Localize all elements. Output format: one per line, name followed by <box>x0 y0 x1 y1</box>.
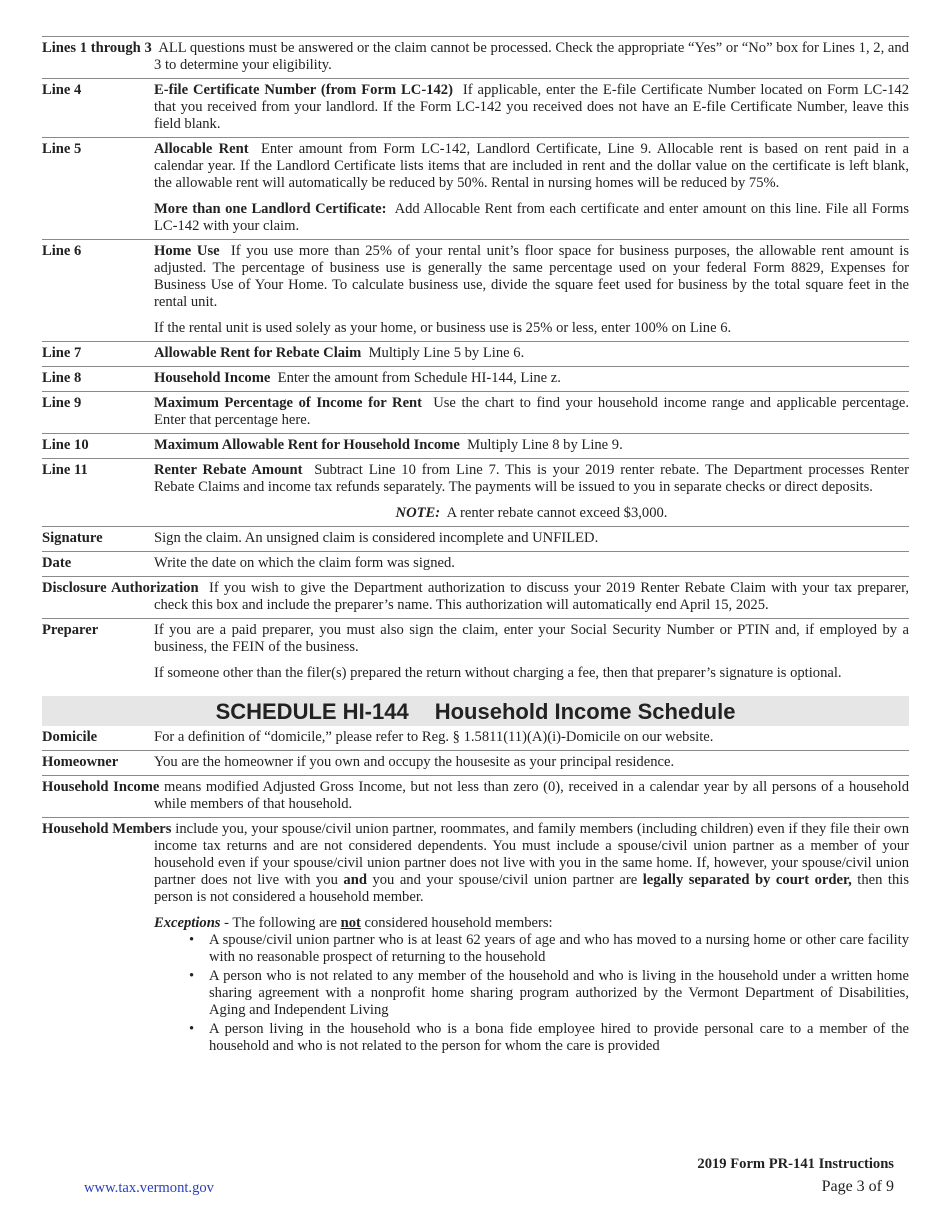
row-title: Renter Rebate Amount <box>154 462 303 478</box>
row-text: ALL questions must be answered or the claim cannot be processed. Check the appropriate “Yes” or “No” box for Lines 1, 2, and 3 to determine your eligibility. <box>154 40 909 73</box>
section-line-4 <box>42 78 909 137</box>
row-title: Home Use <box>154 243 220 259</box>
note <box>154 505 909 522</box>
section-signature <box>42 526 909 551</box>
schedule-subtitle: Household Income Schedule <box>434 699 736 724</box>
row-text-2: If the rental unit is used solely as your home, or business use is 25% or less, enter 100% on Line 6. <box>154 320 732 336</box>
row-label: Disclosure Authorization <box>42 580 199 596</box>
note-text: A renter rebate cannot exceed $3,000. <box>446 505 668 521</box>
schedule-title: SCHEDULE HI-144 <box>215 699 409 724</box>
section-date <box>42 551 909 576</box>
website-link[interactable]: www.tax.vermont.gov <box>84 1180 214 1196</box>
row-text: include you, your spouse/civil union partner, roommates, and family members (including children) even if they file their own income tax returns and are not considered dependents. You must include a spouse/civil union partner as a member of your household even if your spouse/civil union partner does not live with you in the same home. If, however, your spouse/civil union partner does not live with you <box>154 821 909 888</box>
row-text: If you are a paid preparer, you must also sign the claim, enter your Social Security Number or PTIN and, if employed by a business, the FEIN of the business. <box>154 622 909 655</box>
row-label: Domicile <box>42 729 98 745</box>
row-label: Line 11 <box>42 462 88 478</box>
exceptions-text-b: considered household members: <box>364 915 553 931</box>
row-text: If applicable, enter the E-file Certificate Number located on Form LC-142 that you received from your landlord. If the Form LC-142 you received does not have an E-file Certificate Number, leave this field blank. <box>154 82 909 132</box>
row-text: Use the chart to find your household income range and applicable percentage. Enter that percentage here. <box>154 395 909 428</box>
list-item: • A person living in the household who is a bona fide employee hired to provide personal care to a member of the household and who is not related to the person for whom the care is provided <box>189 1021 909 1055</box>
not-word: not <box>340 915 361 931</box>
row-text: If you wish to give the Department authorization to discuss your 2019 Renter Rebate Claim with your tax preparer, check this box and include the preparer’s name. This authorization will automatically end April 15, 2025. <box>154 580 909 613</box>
list-item: • A person who is not related to any member of the household and who is living in the household under a written home sharing agreement with a nonprofit home sharing program authorized by the Vermont Department of Disabilities, Aging and Independent Living <box>189 968 909 1019</box>
row-title: Maximum Allowable Rent for Household Income <box>154 437 460 453</box>
row-text: Sign the claim. An unsigned claim is considered incomplete and UNFILED. <box>154 530 599 546</box>
row-label: Preparer <box>42 622 99 638</box>
row-title: E-file Certificate Number (from Form LC-142) <box>154 82 453 98</box>
section-line-5 <box>42 137 909 239</box>
row-text: If you use more than 25% of your rental unit’s floor space for business purposes, the allowable rent amount is adjusted. The percentage of business use is generally the same percentage used on your federal Form 8829, Expenses for Business Use of Your Home. To calculate business use, divide the square feet used for business by the total square feet in the rental unit. <box>154 243 910 310</box>
section-line-9 <box>42 391 909 433</box>
section-line-10 <box>42 433 909 458</box>
exceptions-text: - The following are <box>224 915 337 931</box>
section-disclosure <box>42 576 909 618</box>
note-label: NOTE: <box>395 505 441 521</box>
exceptions-list <box>189 932 909 1055</box>
row-label: Household Income <box>42 779 160 795</box>
row-label: Line 8 <box>42 370 82 386</box>
row-title: Allocable Rent <box>154 141 249 157</box>
row-title: Allowable Rent for Rebate Claim <box>154 345 362 361</box>
row-text: means modified Adjusted Gross Income, but not less than zero (0), received in a calendar year by all persons of a household while members of that household. <box>154 779 910 812</box>
row-label: Line 5 <box>42 141 82 157</box>
section-domicile <box>42 726 909 750</box>
row-label: Lines 1 through 3 <box>42 40 152 56</box>
list-item: • A spouse/civil union partner who is at least 62 years of age and who has moved to a nursing home or other care facility with no reasonable prospect of returning to the household <box>189 932 909 966</box>
row-label: Line 9 <box>42 395 82 411</box>
row-text-2: Add Allocable Rent from each certificate and enter amount on this line. File all Forms LC-142 with your claim. <box>154 201 910 234</box>
legal-separation: legally separated by court order, <box>642 872 852 888</box>
row-label: Homeowner <box>42 754 119 770</box>
row-label: Line 10 <box>42 437 89 453</box>
row-label: Line 6 <box>42 243 82 259</box>
section-line-11 <box>42 458 909 526</box>
row-label: Household Members <box>42 821 172 837</box>
section-lines-1-3 <box>42 36 909 78</box>
footer-form-title: 2019 Form PR-141 Instructions <box>697 1156 894 1172</box>
row-text: Enter the amount from Schedule HI-144, Line z. <box>277 370 561 386</box>
row-text: You are the homeowner if you own and occupy the housesite as your principal residence. <box>154 754 675 770</box>
and-word: and <box>343 872 367 888</box>
row-title: Maximum Percentage of Income for Rent <box>154 395 423 411</box>
schedule-banner <box>42 696 909 726</box>
section-household-income <box>42 775 909 817</box>
instructions-page <box>42 36 909 1061</box>
section-preparer <box>42 618 909 686</box>
row-text-2: If someone other than the filer(s) prepared the return without charging a fee, then that preparer’s signature is optional. <box>154 665 842 681</box>
page-number: Page 3 of 9 <box>821 1178 894 1195</box>
section-homeowner <box>42 750 909 775</box>
section-line-6 <box>42 239 909 341</box>
section-line-7 <box>42 341 909 366</box>
row-text: Enter amount from Form LC-142, Landlord Certificate, Line 9. Allocable rent is based on rent paid in a calendar year. If the Landlord Certificate lists items that are included in rent and the dollar value on the certificate is left blank, the allowable rent will automatically be reduced by 50%. Rental in nursing homes will be reduced by 75%. <box>154 141 909 191</box>
row-text: Subtract Line 10 from Line 7. This is your 2019 renter rebate. The Department processes Renter Rebate Claims and income tax refunds separately. The payments will be issued to you in separate checks or direct deposits. <box>154 462 910 495</box>
row-label: Signature <box>42 530 103 546</box>
row-text: Write the date on which the claim form was signed. <box>154 555 455 571</box>
row-title: Household Income <box>154 370 271 386</box>
row-text: Multiply Line 8 by Line 9. <box>467 437 623 453</box>
row-subtitle: More than one Landlord Certificate: <box>154 201 387 217</box>
row-label: Line 4 <box>42 82 82 98</box>
exceptions-label: Exceptions <box>154 915 221 931</box>
row-text: Multiply Line 5 by Line 6. <box>368 345 525 361</box>
section-line-8 <box>42 366 909 391</box>
row-label: Line 7 <box>42 345 82 361</box>
row-label: Date <box>42 555 72 571</box>
row-text-d: then this person is not considered a household member. <box>154 872 909 905</box>
row-text: For a definition of “domicile,” please refer to Reg. § 1.5811(11)(A)(i)-Domicile on our website. <box>154 729 714 745</box>
row-text-b: you and your spouse/civil union partner are <box>372 872 638 888</box>
section-household-members <box>42 817 909 1061</box>
